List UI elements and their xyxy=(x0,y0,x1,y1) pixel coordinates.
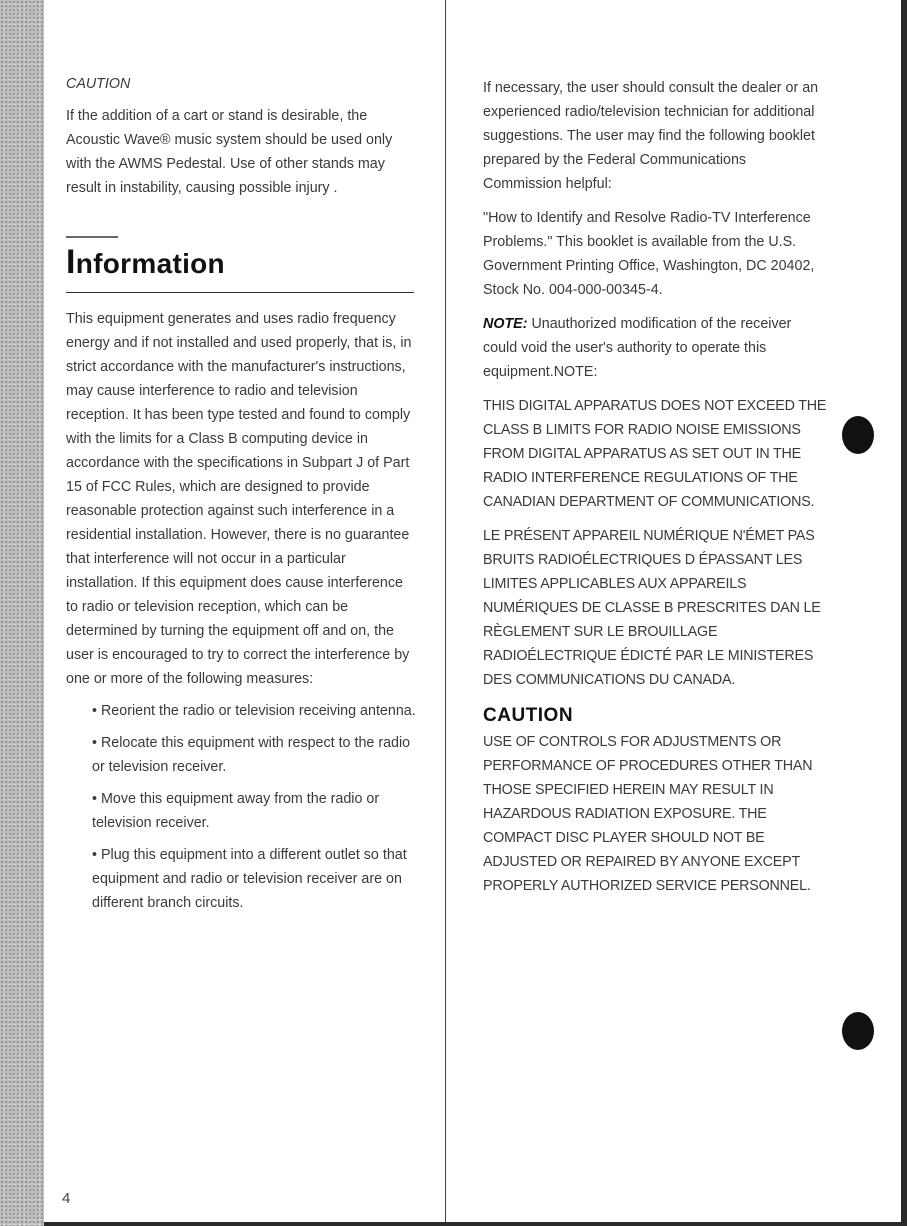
information-paragraph: This equipment generates and uses radio frequency energy and if not installed and used properly, that is, in strict accordance with the manufacturer's instructions, may cause interference to radio and television reception. It has been type tested and found to comply with the limits for a Class B computing device in accordance with the specifications in Subpart J of Part 15 of FCC Rules, which are designed to provide reasonable protection against such interference in a residential installation. However, there is no guarantee that interference will not occur in a particular installation. If this equipment does cause interference to radio or television reception, which can be determined by turning the equipment off and on, the user is encouraged to try to correct the interference by one or more of the following measures: xyxy=(66,311,412,687)
page-number: 4 xyxy=(62,1190,71,1207)
heading-accent-rule xyxy=(66,236,118,238)
punch-hole xyxy=(842,416,874,454)
scan-edge-bottom xyxy=(44,1222,907,1226)
heading-rule xyxy=(66,292,414,293)
note-label: NOTE: xyxy=(483,316,528,332)
booklet-paragraph: "How to Identify and Resolve Radio-TV Interference Problems." This booklet is available from the U.S. Government Printing Office, Washington, DC 20402, Stock No. 004-000-00345-4. xyxy=(483,210,815,298)
caution-title: CAUTION xyxy=(66,76,131,92)
measure-bullet: • Relocate this equipment with respect to the radio or television receiver. xyxy=(92,735,411,775)
caution-heading: CAUTION xyxy=(483,705,574,726)
digital-apparatus-notice: THIS DIGITAL APPARATUS DOES NOT EXCEED THE CLASS B LIMITS FOR RADIO NOISE EMISSIONS FROM DIGITAL APPARATUS AS SET OUT IN THE RADIO INTERFERENCE REGULATIONS OF THE CANADIAN DEPARTMENT OF COMMUNICATIONS. xyxy=(483,398,827,510)
information-heading-initial: I xyxy=(66,243,76,281)
information-heading xyxy=(66,244,416,282)
information-heading-rest: nformation xyxy=(75,248,225,279)
left-column xyxy=(66,72,416,915)
scan-edge-right xyxy=(901,0,907,1226)
measure-bullet: • Reorient the radio or television receiving antenna. xyxy=(92,703,416,719)
binding-edge xyxy=(0,0,44,1226)
note-text: Unauthorized modification of the receiver could void the user's authority to operate this equipment.NOTE: xyxy=(483,316,792,380)
punch-hole xyxy=(842,1012,874,1050)
measure-bullet: • Move this equipment away from the radio or television receiver. xyxy=(92,791,380,831)
measure-bullet: • Plug this equipment into a different outlet so that equipment and radio or television receiver are on different branch circuits. xyxy=(92,847,407,911)
consult-paragraph: If necessary, the user should consult the dealer or an experienced radio/television technician for additional suggestions. The user may find the following booklet prepared by the Federal Communications Commission helpful: xyxy=(483,80,819,192)
laser-caution-text: USE OF CONTROLS FOR ADJUSTMENTS OR PERFORMANCE OF PROCEDURES OTHER THAN THOSE SPECIFIED HEREIN MAY RESULT IN HAZARDOUS RADIATION EXPOSURE. THE COMPACT DISC PLAYER SHOULD NOT BE ADJUSTED OR REPAIRED BY ANYONE EXCEPT PROPERLY AUTHORIZED SERVICE PERSONNEL. xyxy=(483,734,813,894)
right-column xyxy=(483,76,828,898)
french-notice: LE PRÉSENT APPAREIL NUMÉRIQUE N'ÉMET PAS BRUITS RADIOÉLECTRIQUES D ÉPASSANT LES LIMITES APPLICABLES AUX APPAREILS NUMÉRIQUES DE CLASSE B PRESCRITES DAN LE RÈGLEMENT SUR LE BROUILLAGE RADIOÉLECTRIQUE ÉDICTÉ PAR LE MINISTERES DES COMMUNICATIONS DU CANADA. xyxy=(483,528,821,688)
note-paragraph xyxy=(483,312,828,384)
page-gutter-line xyxy=(445,0,446,1226)
caution-text: If the addition of a cart or stand is desirable, the Acoustic Wave® music system should be used only with the AWMS Pedestal. Use of other stands may result in instability, causing possible injury . xyxy=(66,108,393,196)
